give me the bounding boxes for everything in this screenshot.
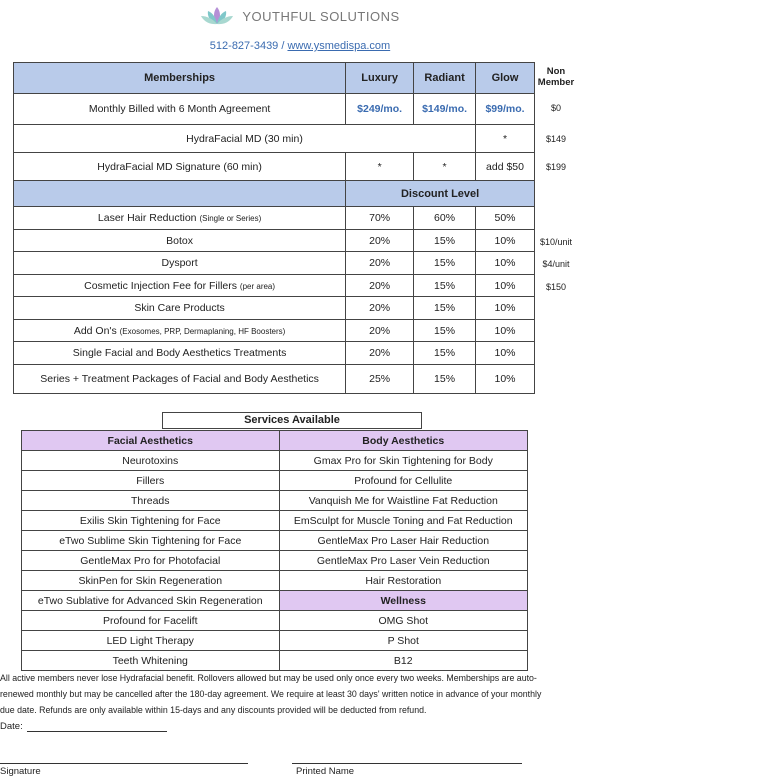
non-member-value: $10/unit [539, 237, 573, 247]
wellness-header: Wellness [279, 591, 528, 611]
table-row [22, 551, 528, 571]
luxury-header: Luxury [346, 63, 414, 94]
discount-header-row [14, 181, 535, 207]
table-row [14, 365, 535, 394]
table-row [22, 491, 528, 511]
memberships-header-row [14, 63, 535, 94]
wellness-service: OMG Shot [279, 611, 528, 631]
radiant-discount: 15% [414, 320, 476, 342]
non-member-value: $199 [545, 162, 567, 172]
glow-header: Glow [476, 63, 535, 94]
facial-service: Neurotoxins [22, 451, 280, 471]
printed-name-line[interactable] [292, 763, 522, 764]
table-row [22, 471, 528, 491]
radiant-discount: 15% [414, 275, 476, 297]
row-label: Botox [14, 230, 346, 252]
memberships-table [13, 62, 535, 394]
radiant-discount: 15% [414, 365, 476, 394]
table-row [22, 451, 528, 471]
terms-line: renewed monthly but may be cancelled after the 180-day agreement. We require at least 30 days' written notice in advance of your monthly [0, 689, 542, 699]
facial-service: Teeth Whitening [22, 651, 280, 671]
table-row [14, 342, 535, 365]
glow-discount: 10% [476, 365, 535, 394]
radiant-discount: 15% [414, 230, 476, 252]
non-member-value: $149 [545, 134, 567, 144]
table-row [14, 297, 535, 320]
luxury-discount: 20% [346, 297, 414, 320]
brand-logo [0, 4, 600, 28]
glow-value: add $50 [476, 153, 535, 181]
brand-name: YOUTHFUL SOLUTIONS [242, 8, 400, 24]
services-table [21, 430, 528, 671]
facial-service: eTwo Sublative for Advanced Skin Regeneration [22, 591, 280, 611]
wellness-service: P Shot [279, 631, 528, 651]
row-label: HydraFacial MD Signature (60 min) [14, 153, 346, 181]
luxury-discount: 20% [346, 275, 414, 297]
radiant-discount: 60% [414, 207, 476, 230]
body-service: Profound for Cellulite [279, 471, 528, 491]
facial-service: eTwo Sublime Skin Tightening for Face [22, 531, 280, 551]
glow-discount: 10% [476, 252, 535, 275]
date-field [0, 720, 167, 732]
non-member-value: $150 [545, 282, 567, 292]
page-header [0, 4, 600, 52]
facial-service: Exilis Skin Tightening for Face [22, 511, 280, 531]
row-label: Laser Hair Reduction (Single or Series) [14, 207, 346, 230]
memberships-header: Memberships [14, 63, 346, 94]
table-row [22, 611, 528, 631]
non-member-header: Non Member [537, 66, 575, 88]
services-header-row [22, 431, 528, 451]
non-member-value: $4/unit [542, 259, 570, 269]
body-service: Vanquish Me for Waistline Fat Reduction [279, 491, 528, 511]
facial-service: Fillers [22, 471, 280, 491]
luxury-discount: 25% [346, 365, 414, 394]
signature-label: Signature [0, 766, 41, 777]
discount-header-spacer [14, 181, 346, 207]
radiant-discount: 15% [414, 342, 476, 365]
services-title: Services Available [162, 412, 422, 429]
luxury-discount: 20% [346, 320, 414, 342]
row-label: Single Facial and Body Aesthetics Treatments [14, 342, 346, 365]
date-input-line[interactable] [27, 720, 167, 732]
radiant-header: Radiant [414, 63, 476, 94]
discount-level-header: Discount Level [346, 181, 535, 207]
luxury-discount: 70% [346, 207, 414, 230]
date-label: Date: [0, 721, 23, 732]
glow-discount: 10% [476, 230, 535, 252]
terms-line: All active members never lose Hydrafacial benefit. Rollovers allowed but may be used only once every two weeks. Memberships are auto- [0, 673, 537, 683]
non-member-value: $0 [550, 103, 561, 113]
luxury-value: * [346, 153, 414, 181]
body-aesthetics-header: Body Aesthetics [279, 431, 528, 451]
website-link[interactable]: www.ysmedispa.com [287, 40, 391, 52]
body-service: Hair Restoration [279, 571, 528, 591]
table-row [22, 651, 528, 671]
row-label: Monthly Billed with 6 Month Agreement [14, 94, 346, 125]
row-label: Add On's (Exosomes, PRP, Dermaplaning, HF Boosters) [14, 320, 346, 342]
facial-service: SkinPen for Skin Regeneration [22, 571, 280, 591]
glow-value: * [476, 125, 535, 153]
signature-line[interactable] [0, 763, 248, 764]
table-row [22, 531, 528, 551]
terms-line: due date. Refunds are only available within 15-days and any discounts provided will be deducted from refund. [0, 705, 427, 715]
radiant-discount: 15% [414, 297, 476, 320]
wellness-service: B12 [279, 651, 528, 671]
row-label: Dysport [14, 252, 346, 275]
glow-discount: 10% [476, 342, 535, 365]
facial-aesthetics-header: Facial Aesthetics [22, 431, 280, 451]
radiant-price: $149/mo. [414, 94, 476, 125]
table-row [14, 125, 535, 153]
body-service: Gmax Pro for Skin Tightening for Body [279, 451, 528, 471]
table-row [22, 631, 528, 651]
luxury-discount: 20% [346, 230, 414, 252]
phone-number: 512-827-3439 [209, 40, 279, 52]
table-row [14, 94, 535, 125]
row-label: HydraFacial MD (30 min) [14, 125, 476, 153]
row-label: Skin Care Products [14, 297, 346, 320]
row-label: Cosmetic Injection Fee for Fillers (per area) [14, 275, 346, 297]
table-row [14, 153, 535, 181]
printed-name-label: Printed Name [296, 766, 355, 777]
table-row [14, 230, 535, 252]
glow-discount: 10% [476, 275, 535, 297]
glow-discount: 10% [476, 320, 535, 342]
glow-discount: 10% [476, 297, 535, 320]
facial-service: LED Light Therapy [22, 631, 280, 651]
table-row [14, 207, 535, 230]
glow-price: $99/mo. [476, 94, 535, 125]
contact-separator: / [278, 40, 288, 52]
glow-discount: 50% [476, 207, 535, 230]
table-row [22, 511, 528, 531]
table-row [22, 571, 528, 591]
luxury-discount: 20% [346, 252, 414, 275]
luxury-discount: 20% [346, 342, 414, 365]
table-row [22, 591, 528, 611]
body-service: GentleMax Pro Laser Vein Reduction [279, 551, 528, 571]
radiant-value: * [414, 153, 476, 181]
table-row [14, 320, 535, 342]
facial-service: GentleMax Pro for Photofacial [22, 551, 280, 571]
radiant-discount: 15% [414, 252, 476, 275]
facial-service: Profound for Facelift [22, 611, 280, 631]
table-row [14, 252, 535, 275]
luxury-price: $249/mo. [346, 94, 414, 125]
body-service: EmSculpt for Muscle Toning and Fat Reduction [279, 511, 528, 531]
table-row [14, 275, 535, 297]
body-service: GentleMax Pro Laser Hair Reduction [279, 531, 528, 551]
terms-text [0, 670, 590, 718]
row-label: Series + Treatment Packages of Facial and Body Aesthetics [14, 365, 346, 394]
lotus-icon [200, 6, 234, 26]
facial-service: Threads [22, 491, 280, 511]
contact-line [0, 40, 600, 52]
